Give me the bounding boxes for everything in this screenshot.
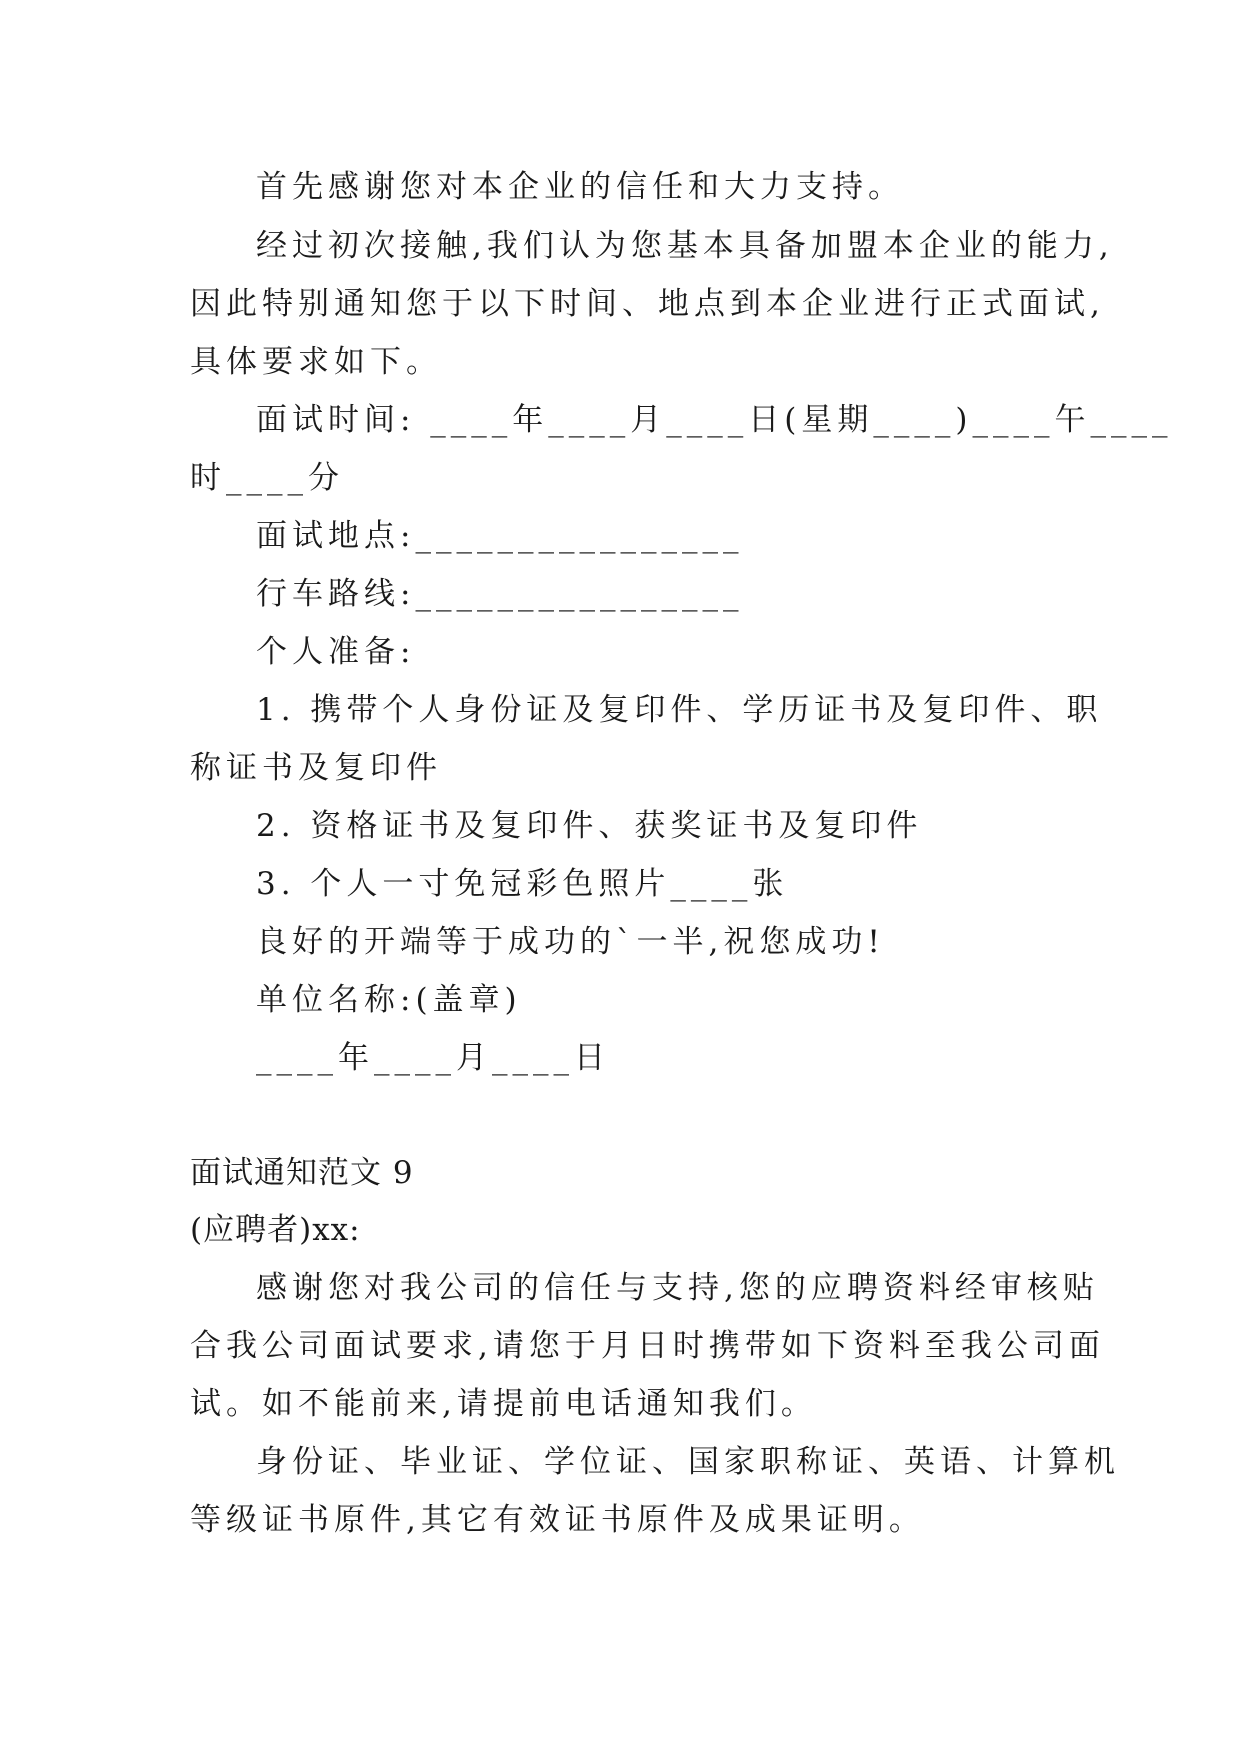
interview-time-line-1: 面试时间: ____年____月____日(星期____)____午____	[256, 402, 1173, 438]
intro-line-3: 具体要求如下。	[190, 344, 442, 380]
prep-item-3: 3. 个人一寸免冠彩色照片____张	[256, 866, 789, 902]
section-title: 面试通知范文 9	[190, 1155, 414, 1191]
notice-line-1: 感谢您对我公司的信任与支持,您的应聘资料经审核贴	[256, 1270, 1099, 1306]
signature-date: ____年____月____日	[256, 1040, 610, 1076]
intro-line-2: 因此特别通知您于以下时间、地点到本企业进行正式面试,	[190, 286, 1105, 322]
prep-item-1-line-1: 1. 携带个人身份证及复印件、学历证书及复印件、职	[256, 692, 1103, 728]
salutation: (应聘者)xx:	[190, 1212, 361, 1248]
intro-line-1: 经过初次接触,我们认为您基本具备加盟本企业的能力,	[256, 228, 1114, 264]
documents-line-2: 等级证书原件,其它有效证书原件及成果证明。	[190, 1502, 925, 1538]
interview-time-line-2: 时____分	[190, 460, 344, 496]
unit-name-seal: 单位名称:(盖章)	[256, 982, 522, 1018]
personal-prep-title: 个人准备:	[256, 634, 416, 670]
notice-line-2: 合我公司面试要求,请您于月日时携带如下资料至我公司面	[190, 1328, 1105, 1364]
prep-item-1-line-2: 称证书及复印件	[190, 750, 442, 786]
good-wishes: 良好的开端等于成功的`一半,祝您成功!	[256, 924, 885, 960]
interview-place: 面试地点:________________	[256, 518, 744, 554]
thanks-paragraph: 首先感谢您对本企业的信任和大力支持。	[256, 169, 904, 205]
documents-line-1: 身份证、毕业证、学位证、国家职称证、英语、计算机	[256, 1444, 1120, 1480]
prep-item-2: 2. 资格证书及复印件、获奖证书及复印件	[256, 808, 923, 844]
notice-line-3: 试。如不能前来,请提前电话通知我们。	[190, 1386, 817, 1422]
driving-route: 行车路线:________________	[256, 576, 744, 612]
